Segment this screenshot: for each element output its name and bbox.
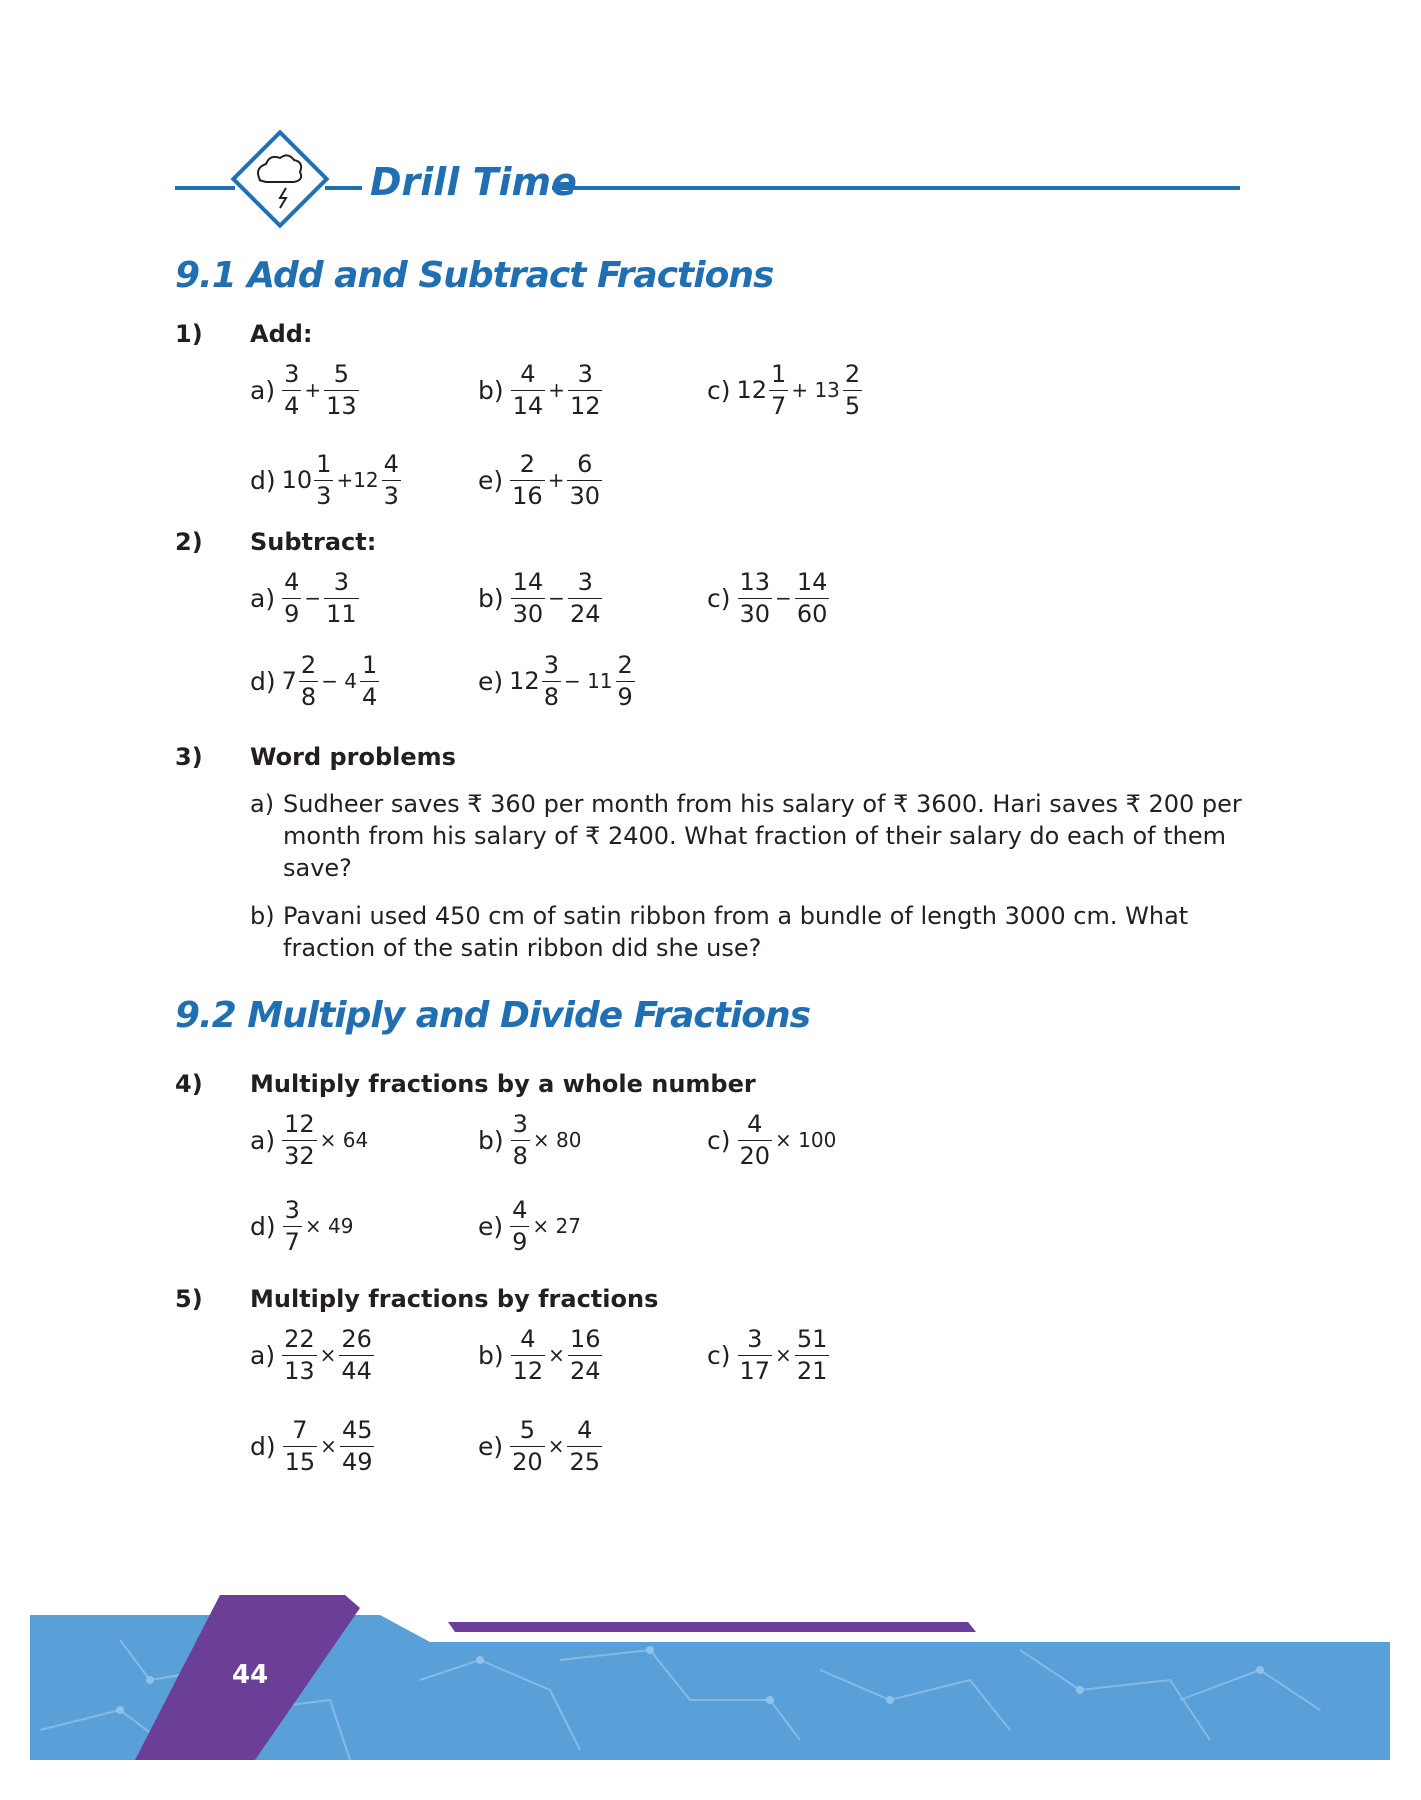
fraction — [738, 1112, 773, 1168]
fraction — [324, 362, 359, 418]
fraction — [769, 362, 788, 418]
fraction — [795, 1327, 830, 1383]
fraction — [314, 452, 333, 508]
denominator: 12 — [512, 1357, 544, 1385]
fraction — [738, 570, 773, 626]
question-number: 1) — [175, 320, 203, 348]
fraction — [340, 1418, 375, 1474]
item-letter: a) — [250, 1125, 276, 1155]
item-letter: b) — [478, 1340, 504, 1370]
fraction — [542, 653, 561, 709]
denominator: 17 — [739, 1357, 771, 1385]
word-problem-b — [250, 900, 1250, 964]
fraction — [568, 1327, 603, 1383]
numerator: 3 — [577, 568, 593, 596]
numerator: 3 — [747, 1325, 763, 1353]
numerator: 3 — [577, 360, 593, 388]
numerator: 5 — [333, 360, 350, 388]
fraction — [511, 1112, 530, 1168]
item-letter: d) — [250, 666, 276, 696]
denominator: 9 — [617, 683, 633, 711]
item-letter: b) — [478, 375, 504, 405]
denominator: 8 — [512, 1142, 528, 1170]
exercise-item — [478, 1327, 603, 1383]
operator: × 80 — [532, 1128, 582, 1152]
denominator: 24 — [569, 1357, 601, 1385]
exercise-item — [250, 362, 360, 418]
question-label: Subtract: — [250, 528, 377, 556]
item-letter: e) — [478, 666, 504, 696]
exercise-item — [478, 1112, 583, 1168]
item-letter: a) — [250, 583, 276, 613]
denominator: 16 — [512, 482, 543, 510]
operator: − — [304, 586, 322, 610]
fraction — [510, 1418, 545, 1474]
operator: − 4 — [321, 669, 358, 693]
brain-lightning-icon — [233, 132, 326, 225]
denominator: 4 — [362, 683, 378, 711]
numerator: 3 — [284, 360, 300, 388]
numerator: 3 — [512, 1110, 528, 1138]
drill-time-title: Drill Time — [370, 160, 577, 204]
whole-number: 12 — [736, 376, 768, 404]
operator: +12 — [336, 468, 379, 492]
question-label: Word problems — [250, 743, 456, 771]
fraction — [299, 653, 318, 709]
denominator: 4 — [284, 392, 300, 420]
exercise-item — [478, 570, 603, 626]
exercise-item — [478, 653, 636, 709]
exercise-item — [250, 570, 360, 626]
word-line: month from his salary of ₹ 2400. What fraction of their salary do each of them — [283, 822, 1226, 850]
operator: − 11 — [563, 669, 613, 693]
numerator: 2 — [519, 450, 536, 478]
fraction — [282, 1327, 317, 1383]
item-letter: a) — [250, 1340, 276, 1370]
numerator: 4 — [520, 1325, 536, 1353]
page-number: 44 — [232, 1660, 269, 1690]
operator: + — [304, 378, 322, 402]
item-letter: c) — [707, 1340, 731, 1370]
exercise-item — [707, 1112, 838, 1168]
denominator: 60 — [796, 600, 828, 628]
fraction — [843, 362, 862, 418]
word-line: Pavani used 450 cm of satin ribbon from a bundle of length 3000 cm. What — [283, 902, 1189, 930]
denominator: 20 — [739, 1142, 771, 1170]
item-letter: a) — [250, 790, 275, 818]
item-letter: d) — [250, 1431, 276, 1461]
denominator: 32 — [284, 1142, 315, 1170]
fraction — [283, 1198, 302, 1254]
fraction — [568, 570, 603, 626]
exercise-item — [478, 452, 603, 508]
denominator: 30 — [739, 600, 771, 628]
denominator: 5 — [844, 392, 861, 420]
denominator: 49 — [341, 1448, 373, 1476]
item-letter: a) — [250, 375, 276, 405]
fraction — [568, 362, 603, 418]
denominator: 21 — [796, 1357, 828, 1385]
fraction — [616, 653, 635, 709]
operator: + — [548, 378, 565, 402]
item-letter: e) — [478, 1431, 504, 1461]
fraction — [360, 653, 379, 709]
operator: × 49 — [304, 1214, 354, 1238]
denominator: 20 — [512, 1448, 543, 1476]
fraction — [382, 452, 401, 508]
numerator: 26 — [341, 1325, 372, 1353]
fraction — [511, 362, 546, 418]
item-letter: d) — [250, 1211, 276, 1241]
item-letter: c) — [707, 1125, 731, 1155]
numerator: 5 — [519, 1416, 536, 1444]
numerator: 4 — [520, 360, 536, 388]
question-number: 2) — [175, 528, 203, 556]
header-graphic — [0, 0, 1421, 260]
denominator: 25 — [569, 1448, 600, 1476]
fraction — [511, 1327, 546, 1383]
purple-stripe — [448, 1622, 976, 1632]
operator: − — [548, 586, 565, 610]
numerator: 3 — [543, 651, 559, 679]
numerator: 45 — [341, 1416, 373, 1444]
operator: − — [775, 586, 792, 610]
denominator: 9 — [284, 600, 300, 628]
word-problem-a — [250, 788, 1250, 884]
numerator: 4 — [577, 1416, 593, 1444]
numerator: 4 — [383, 450, 399, 478]
operator: × — [548, 1343, 565, 1367]
numerator: 4 — [747, 1110, 763, 1138]
fraction — [282, 570, 301, 626]
denominator: 30 — [512, 600, 544, 628]
fraction — [324, 570, 359, 626]
operator: × — [319, 1343, 337, 1367]
fraction — [510, 1198, 529, 1254]
operator: × 27 — [532, 1214, 581, 1238]
exercise-item — [250, 1198, 355, 1254]
fraction — [510, 452, 545, 508]
item-letter: e) — [478, 1211, 504, 1241]
exercise-item — [250, 1112, 370, 1168]
numerator: 2 — [844, 360, 861, 388]
operator: × — [775, 1343, 792, 1367]
whole-number: 7 — [281, 667, 297, 695]
numerator: 6 — [577, 450, 593, 478]
question-number: 3) — [175, 743, 203, 771]
footer-band — [0, 1580, 1421, 1800]
denominator: 7 — [284, 1228, 300, 1256]
fraction — [511, 570, 546, 626]
numerator: 51 — [796, 1325, 828, 1353]
exercise-item — [478, 1198, 583, 1254]
exercise-item — [707, 362, 863, 418]
operator: + 13 — [791, 378, 840, 402]
exercise-item — [250, 1418, 375, 1474]
denominator: 30 — [569, 482, 600, 510]
fraction — [283, 1418, 318, 1474]
denominator: 12 — [569, 392, 601, 420]
fraction — [567, 1418, 602, 1474]
numerator: 7 — [292, 1416, 308, 1444]
whole-number: 12 — [509, 667, 540, 695]
item-letter: b) — [478, 583, 504, 613]
fraction — [567, 452, 602, 508]
numerator: 3 — [284, 1196, 300, 1224]
section-title-9-2: 9.2 Multiply and Divide Fractions — [175, 995, 811, 1036]
numerator: 1 — [771, 360, 787, 388]
numerator: 1 — [362, 651, 378, 679]
numerator: 2 — [300, 651, 317, 679]
numerator: 14 — [512, 568, 544, 596]
denominator: 9 — [512, 1228, 528, 1256]
fraction — [282, 362, 301, 418]
item-letter: d) — [250, 465, 276, 495]
numerator: 13 — [739, 568, 771, 596]
exercise-item — [478, 1418, 603, 1474]
numerator: 16 — [569, 1325, 601, 1353]
denominator: 8 — [543, 683, 559, 711]
denominator: 3 — [383, 482, 399, 510]
denominator: 11 — [326, 600, 357, 628]
operator: × 64 — [319, 1128, 369, 1152]
denominator: 13 — [326, 392, 357, 420]
section-title-9-1: 9.1 Add and Subtract Fractions — [175, 255, 774, 296]
denominator: 7 — [771, 392, 787, 420]
numerator: 2 — [617, 651, 633, 679]
item-letter: b) — [250, 902, 275, 930]
fraction — [795, 570, 830, 626]
word-line: save? — [283, 854, 352, 882]
exercise-item — [250, 1327, 375, 1383]
word-line: Sudheer saves ₹ 360 per month from his salary of ₹ 3600. Hari saves ₹ 200 per — [283, 790, 1242, 818]
item-letter: b) — [478, 1125, 504, 1155]
exercise-item — [250, 653, 380, 709]
numerator: 3 — [333, 568, 350, 596]
fraction — [339, 1327, 374, 1383]
operator: × — [547, 1434, 565, 1458]
numerator: 4 — [284, 568, 300, 596]
operator: + — [547, 468, 565, 492]
operator: × — [320, 1434, 337, 1458]
exercise-item — [250, 452, 402, 508]
numerator: 4 — [512, 1196, 528, 1224]
fraction — [738, 1327, 773, 1383]
exercise-item — [707, 570, 830, 626]
fraction — [282, 1112, 317, 1168]
denominator: 13 — [284, 1357, 315, 1385]
numerator: 14 — [796, 568, 828, 596]
whole-number: 10 — [281, 466, 313, 494]
denominator: 3 — [316, 482, 332, 510]
item-letter: c) — [707, 583, 731, 613]
question-number: 5) — [175, 1285, 203, 1313]
exercise-item — [478, 362, 603, 418]
question-label: Multiply fractions by a whole number — [250, 1070, 756, 1098]
denominator: 15 — [284, 1448, 316, 1476]
item-letter: c) — [707, 375, 731, 405]
operator: × 100 — [775, 1128, 837, 1152]
denominator: 44 — [341, 1357, 372, 1385]
exercise-item — [707, 1327, 830, 1383]
item-letter: e) — [478, 465, 504, 495]
question-label: Add: — [250, 320, 313, 348]
denominator: 24 — [569, 600, 601, 628]
denominator: 14 — [512, 392, 544, 420]
question-number: 4) — [175, 1070, 203, 1098]
numerator: 12 — [284, 1110, 315, 1138]
denominator: 8 — [300, 683, 317, 711]
numerator: 22 — [284, 1325, 315, 1353]
word-line: fraction of the satin ribbon did she use? — [283, 934, 762, 962]
question-label: Multiply fractions by fractions — [250, 1285, 659, 1313]
numerator: 1 — [316, 450, 332, 478]
